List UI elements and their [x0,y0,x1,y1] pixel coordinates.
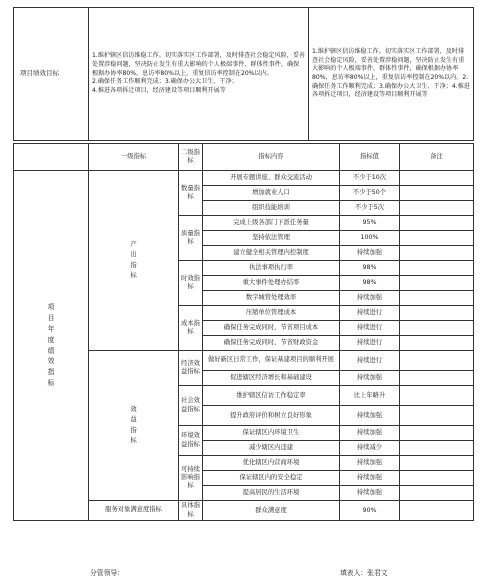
table-row [14,171,474,186]
row-remark [400,456,474,471]
subgroup-sustain: 可持续影响指标 [179,456,203,501]
row-content: 压缩单位管理成本 [203,306,340,321]
row-value: 持续加强 [340,406,400,426]
subgroup-social: 社会效益指标 [179,386,203,426]
row-remark [400,336,474,351]
row-content: 增加就业人口 [203,186,340,201]
row-content: 开展专题讲座、群众交流活动 [203,171,340,186]
row-remark [400,486,474,501]
row-remark [400,441,474,456]
row-value: 95% [340,216,400,231]
project-goal-table [13,7,474,141]
header-value: 指标值 [340,144,400,171]
footer-filler-label: 填表人：张君文 [340,569,388,577]
row-value: 100% [340,231,400,246]
row-remark [400,291,474,306]
row-remark [400,406,474,426]
row-value: 持续加强 [340,371,400,386]
row-value: 98% [340,261,400,276]
subgroup-quantity: 数量指标 [179,171,203,216]
subgroup-environment: 环境效益指标 [179,426,203,456]
row-value: 98% [340,276,400,291]
header-remark: 备注 [400,144,474,171]
row-content: 提高居民的生活环境 [203,486,340,501]
row-content: 做好新区日常工作，保证基建项目的顺利开展 [203,351,340,371]
row-content: 群众满意度 [203,501,340,521]
row-remark [400,201,474,216]
row-content: 维护辖区信访工作稳定率 [203,386,340,406]
row-content: 减少辖区内违建 [203,441,340,456]
row-remark [400,186,474,201]
row-content: 保证辖区内环境卫生 [203,426,340,441]
blank-header-cell [14,144,89,171]
row-content: 坚持依法管理 [203,231,340,246]
subgroup-economic: 经济效益指标 [179,351,203,386]
row-content: 确保任务完成同时，节省项目成本 [203,321,340,336]
row-remark [400,371,474,386]
row-remark [400,351,474,371]
row-remark [400,261,474,276]
row-value: 持续进行 [340,306,400,321]
row-value: 持续进行 [340,336,400,351]
row-value: 不少于10次 [340,171,400,186]
row-remark [400,501,474,521]
row-value: 持续加强 [340,456,400,471]
row-value: 持续加强 [340,291,400,306]
side-label-cell: 项目年度绩效指标 [14,171,89,521]
project-goal-label: 项目绩效目标 [14,8,89,141]
row-content: 完成上级各部门下派任务量 [203,216,340,231]
header-content: 指标内容 [203,144,340,171]
row-value: 持续进行 [340,321,400,336]
row-remark [400,216,474,231]
row-value: 持续加强 [340,246,400,261]
row-value: 持续进行 [340,351,400,371]
row-content: 确保任务完成同时，节省财政资金 [203,336,340,351]
row-value: 不少于5次 [340,201,400,216]
project-goal-text-right: 1.维护辖区信访维稳工作。切实落实区工作部署，及时排查社会稳定风险，妥善处置涉稳问题，坚决防止发生有重大影响的个人极端事件、群体性事件，确保根据办协率80%，息访率80%以上，重复信访率控制在20%以内。2.确保任务工作顺利完成；3.确保办公大卫生、干净；4.推进各项拆迁项目，经济建设等项目顺利开展等 [309,8,474,141]
row-remark [400,171,474,186]
row-remark [400,471,474,486]
row-value: 不少于50个 [340,186,400,201]
header-level2: 二级指标 [179,144,203,171]
row-content: 执法事项执行率 [203,261,340,276]
row-content: 数字城管处理效率 [203,291,340,306]
row-content: 优化辖区内营商环境 [203,456,340,471]
row-content: 组织技能培训 [203,201,340,216]
subgroup-time: 时效指标 [179,261,203,306]
row-content: 促进辖区经济增长和基础建设 [203,371,340,386]
group-service: 服务对象满意度指标 [89,501,179,521]
row-value: 持续减少 [340,441,400,456]
row-content: 重大事件处理办结率 [203,276,340,291]
row-value: 持续加强 [340,486,400,501]
row-value: 持续加强 [340,471,400,486]
row-remark [400,276,474,291]
group-output: 产出指标 [89,171,179,351]
group-benefit: 效益指标 [89,351,179,501]
row-content: 提升政府评价和树立良好形象 [203,406,340,426]
row-remark [400,321,474,336]
row-value: 比上年略升 [340,386,400,406]
header-level1: 一级指标 [89,144,179,171]
row-value: 90% [340,501,400,521]
row-value: 持续加强 [340,426,400,441]
subgroup-cost: 成本指标 [179,306,203,351]
footer-leader-label: 分管领导： [90,569,124,577]
row-content: 保证辖区内的安全稳定 [203,471,340,486]
row-remark [400,386,474,406]
subgroup-satisfaction: 具体指标 [179,501,203,521]
row-remark [400,246,474,261]
row-remark [400,306,474,321]
row-content: 建立健全相关管理内控制度 [203,246,340,261]
indicator-table [13,143,474,521]
row-remark [400,426,474,441]
project-goal-text-left: 1.维护辖区信访维稳工作。切实落实区工作部署，及时排查社会稳定风险，妥善处置涉稳问题，坚决防止发生有重大影响的个人极端事件、群体性事件，确保根据办协率80%，息访率80%以上，重复信访率控制在20%以内。 2.确保任务工作顺利完成；3.确保办公大卫生、干净； 4.推进各项拆迁项目，经济建设等项目顺利开展等 [89,8,309,141]
row-remark [400,231,474,246]
subgroup-quality: 质量指标 [179,216,203,261]
table-header-row [14,144,474,171]
